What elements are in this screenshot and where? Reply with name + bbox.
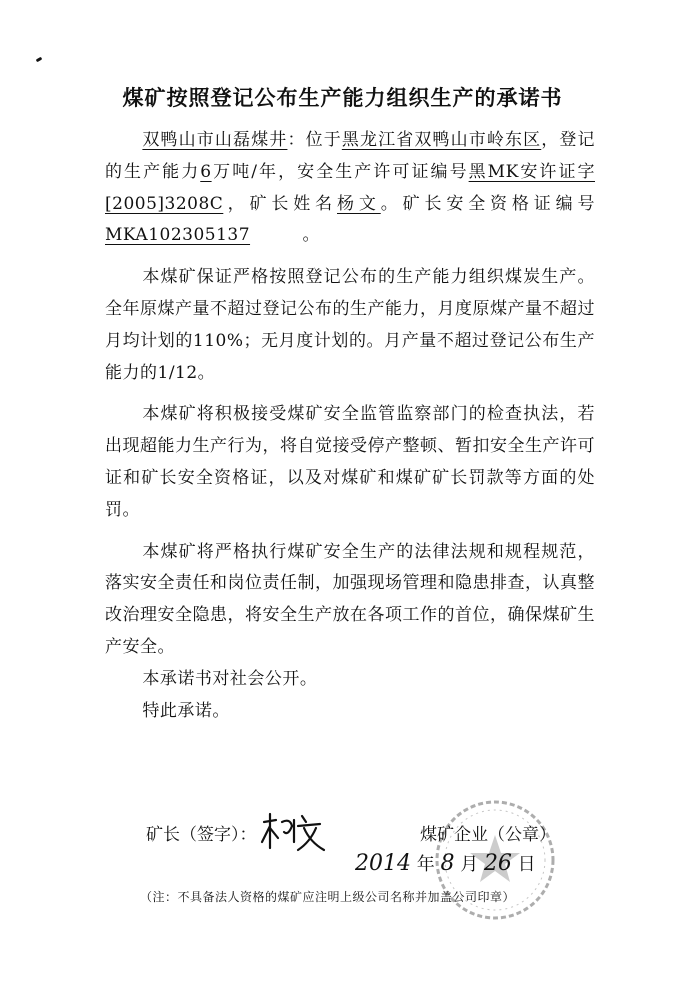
company-seal-label: 煤矿企业（公章） [420,825,556,845]
document-body [105,125,595,727]
handwritten-signature [258,812,328,856]
manager-name: 杨文 [337,193,381,214]
mine-location: 黑龙江省双鸭山市岭东区 [341,130,542,150]
paragraph-capacity-pledge: 本煤矿保证严格按照登记公布的生产能力组织煤炭生产。全年原煤产量不超过登记公布的生产能力，月度原煤产量不超过月均计划的110%；无月度计划的。月产量不超过登记公布生产能力的1/12。 [105,267,595,383]
scan-speck [36,57,43,63]
paragraph-public-notice: 本承诺书对社会公开。 [142,668,318,689]
signature-label: 矿长（签字）： [146,825,257,845]
safety-license-number: 黑MK安许证字[2005]3208C [105,161,595,214]
manager-cert-number: MKA102305137 [105,225,251,246]
document-title: 煤矿按照登记公布生产能力组织生产的承诺书 [122,86,563,110]
paragraph-inspection-pledge: 本煤矿将积极接受煤矿安全监管监察部门的检查执法，若出现超能力生产行为，将自觉接受停产整顿、暂扣安全生产许可证和矿长安全资格证，以及对煤矿和煤矿矿长罚款等方面的处罚。 [105,404,595,520]
paragraph-closing: 特此承诺。 [142,700,230,721]
date-month: 8 [440,851,455,876]
paragraph-safety-pledge: 本煤矿将严格执行煤矿安全生产的法律法规和规程规范，落实安全责任和岗位责任制，加强现场管理和隐患排查，认真整改治理安全隐患，将安全生产放在各项工作的首位，确保煤矿生产安全。 [105,541,595,657]
footnote: （注：不具备法人资格的煤矿应注明上级公司名称并加盖公司印章） [140,890,516,904]
signing-date: 2014 年 8 月 26 日 [355,851,536,876]
paragraph-mine-info: 双鸭山市山磊煤井：位于黑龙江省双鸭山市岭东区，登记的生产能力6万吨/年，安全生产许可证编号黑MK安许证字[2005]3208C，矿长姓名杨文。矿长安全资格证编号MKA102305137 。 [105,130,596,246]
date-day: 26 [483,851,512,876]
mine-name: 双鸭山市山磊煤井 [142,130,288,150]
production-capacity: 6 [200,161,212,182]
date-year: 2014 [355,851,411,876]
